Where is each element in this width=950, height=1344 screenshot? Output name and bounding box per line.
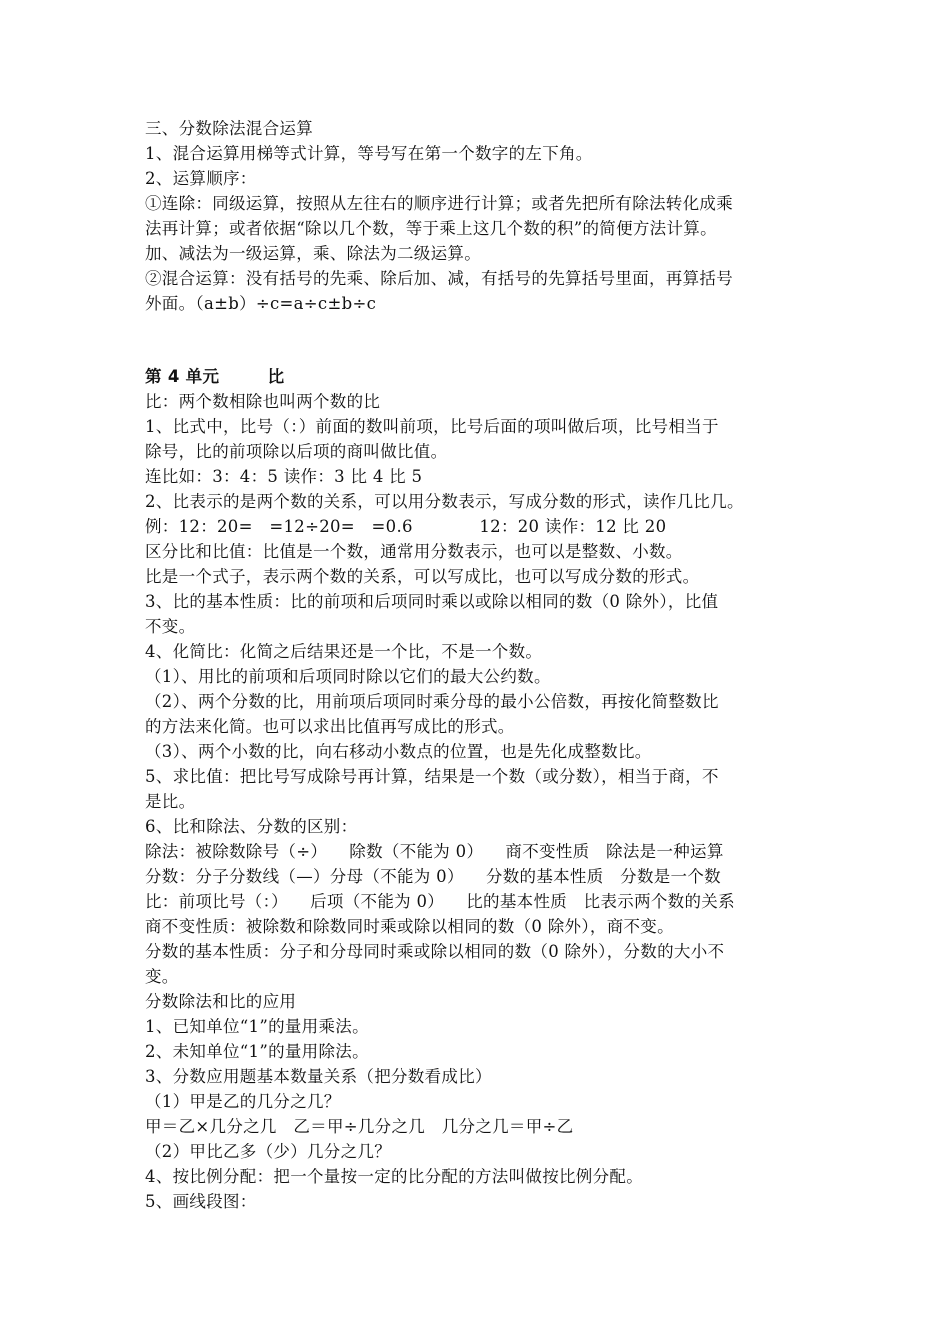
text-line: （2）甲比乙多（少）几分之几？ bbox=[145, 1142, 391, 1161]
subsection-heading: 分数除法和比的应用 bbox=[145, 992, 297, 1011]
text-line: 2、比表示的是两个数的关系，可以用分数表示，写成分数的形式，读作几比几。 bbox=[145, 492, 744, 511]
text-line: （1）、用比的前项和后项同时除以它们的最大公约数。 bbox=[145, 667, 551, 686]
text-line: （1）甲是乙的几分之几？ bbox=[145, 1092, 341, 1111]
text-line: 2、运算顺序： bbox=[145, 169, 257, 188]
text-line: 6、比和除法、分数的区别： bbox=[145, 817, 358, 836]
text-line: 是比。 bbox=[145, 792, 196, 811]
text-line: 比是一个式子，表示两个数的关系，可以写成比，也可以写成分数的形式。 bbox=[145, 567, 700, 586]
text-line: 比：前项比号（：） 后项（不能为 0） 比的基本性质 比表示两个数的关系 bbox=[145, 892, 735, 911]
text-line: 例：12：20= =12÷20= =0.6 12：20 读作：12 比 20 bbox=[145, 517, 667, 536]
text-line: ①连除：同级运算，按照从左往右的顺序进行计算；或者先把所有除法转化成乘 bbox=[145, 194, 733, 213]
text-line: 3、分数应用题基本数量关系（把分数看成比） bbox=[145, 1067, 492, 1086]
text-line: 1、比式中，比号（：）前面的数叫前项，比号后面的项叫做后项，比号相当于 bbox=[145, 417, 719, 436]
text-line: （2）、两个分数的比，用前项后项同时乘分母的最小公倍数，再按化简整数比 bbox=[145, 692, 719, 711]
text-line: 变。 bbox=[145, 967, 179, 986]
text-line: 2、未知单位“1”的量用除法。 bbox=[145, 1042, 369, 1061]
text-line: ②混合运算：没有括号的先乘、除后加、减，有括号的先算括号里面，再算括号 bbox=[145, 269, 733, 288]
text-line: 1、混合运算用梯等式计算，等号写在第一个数字的左下角。 bbox=[145, 144, 593, 163]
text-line: （3）、两个小数的比，向右移动小数点的位置，也是先化成整数比。 bbox=[145, 742, 652, 761]
text-line: 3、比的基本性质：比的前项和后项同时乘以或除以相同的数（0 除外），比值 bbox=[145, 592, 719, 611]
text-line: 加、减法为一级运算，乘、除法为二级运算。 bbox=[145, 244, 481, 263]
section-heading-fraction-division: 三、分数除法混合运算 bbox=[145, 119, 313, 138]
text-line: 除号，比的前项除以后项的商叫做比值。 bbox=[145, 442, 448, 461]
text-line: 5、画线段图： bbox=[145, 1192, 257, 1211]
text-line: 的方法来化简。也可以求出比值再写成比的形式。 bbox=[145, 717, 515, 736]
text-line: 4、化简比：化简之后结果还是一个比，不是一个数。 bbox=[145, 642, 543, 661]
text-line: 除法：被除数除号（÷） 除数（不能为 0） 商不变性质 除法是一种运算 bbox=[145, 842, 724, 861]
text-line: 分数：分子分数线（—）分母（不能为 0） 分数的基本性质 分数是一个数 bbox=[145, 867, 721, 886]
text-line: 连比如：3：4：5 读作：3 比 4 比 5 bbox=[145, 467, 423, 486]
unit-heading: 第 4 单元 比 bbox=[145, 367, 285, 386]
text-line: 比：两个数相除也叫两个数的比 bbox=[145, 392, 381, 411]
text-line: 法再计算；或者依据“除以几个数，等于乘上这几个数的积”的简便方法计算。 bbox=[145, 219, 717, 238]
text-line: 5、求比值：把比号写成除号再计算，结果是一个数（或分数），相当于商，不 bbox=[145, 767, 719, 786]
text-line: 不变。 bbox=[145, 617, 196, 636]
text-line: 区分比和比值：比值是一个数，通常用分数表示，也可以是整数、小数。 bbox=[145, 542, 683, 561]
text-line: 1、已知单位“1”的量用乘法。 bbox=[145, 1017, 369, 1036]
text-line: 外面。（a±b）÷c=a÷c±b÷c bbox=[145, 294, 377, 313]
text-line: 商不变性质：被除数和除数同时乘或除以相同的数（0 除外），商不变。 bbox=[145, 917, 674, 936]
text-line: 甲＝乙×几分之几 乙＝甲÷几分之几 几分之几＝甲÷乙 bbox=[145, 1117, 574, 1136]
text-line: 4、按比例分配：把一个量按一定的比分配的方法叫做按比例分配。 bbox=[145, 1167, 643, 1186]
text-line: 分数的基本性质：分子和分母同时乘或除以相同的数（0 除外），分数的大小不 bbox=[145, 942, 725, 961]
